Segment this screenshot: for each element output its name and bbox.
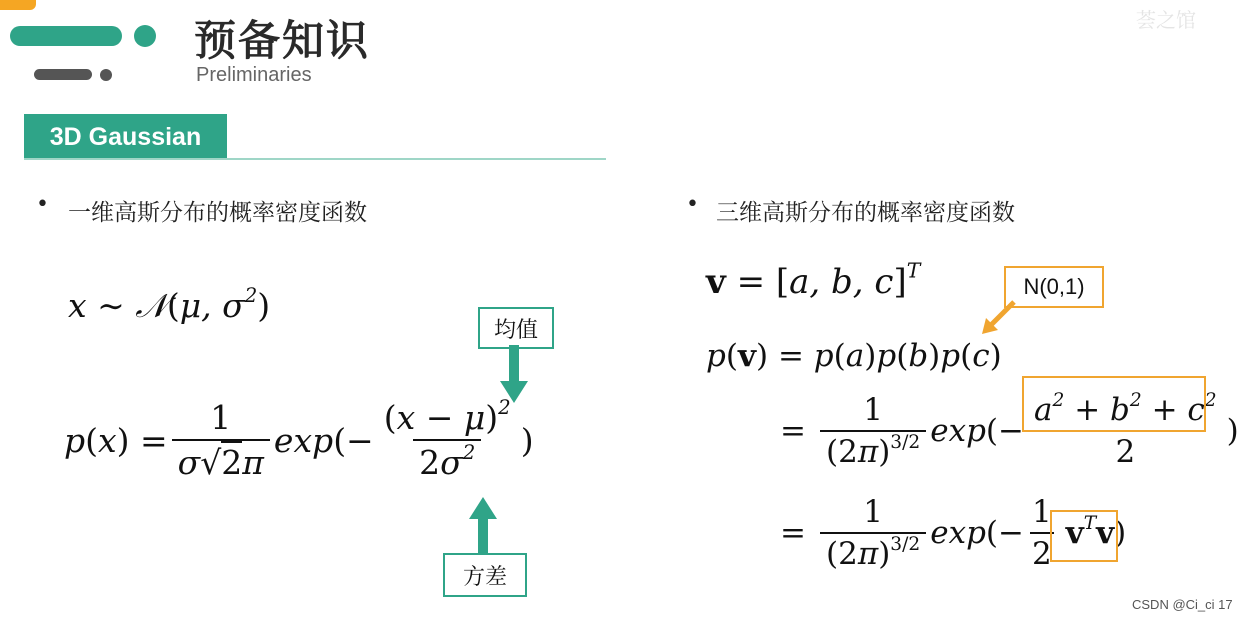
sum-squares-highlight — [1022, 376, 1206, 432]
mean-arrow-icon — [498, 345, 530, 405]
left-bullet-text: 一维高斯分布的概率密度函数 — [68, 200, 367, 226]
formula-1d-pdf: p(x) = $\frac{1}{\sigma√2\pi}$ exp(− $\frac{(x - \mu)^2}{2\sigma^2}$ ) — [64, 396, 534, 482]
page-title: 预备知识 — [194, 16, 371, 65]
page-subtitle: Preliminaries — [196, 64, 312, 86]
teal-dot-decoration — [134, 25, 156, 47]
variance-arrow-icon — [467, 497, 499, 555]
left-bullet-dot: • — [36, 192, 49, 217]
orange-corner-tab — [0, 0, 36, 10]
formula-3d-pdf-line1: p(v) = p(a)p(b)p(c) — [706, 338, 1002, 374]
footer-watermark: CSDN @Ci_ci 17 — [1132, 597, 1233, 612]
formula-3d-pdf-line3: = $\frac{1}{(2\pi)^{3/2}}$ exp(− $\frac{1}{2}$ $v^Tv$ ) — [780, 494, 1127, 572]
formula-normal-dist: x ∼ 𝒩(μ, $\sigma^2$) — [68, 284, 271, 325]
formula-3d-pdf-line2: = $\frac{1}{(2\pi)^{3/2}}$ exp(− $\frac{a^2 + b^2 + c^2}{2}$ ) — [780, 390, 1239, 470]
vtv-highlight — [1050, 510, 1118, 562]
n01-label: N(0,1) — [1023, 274, 1085, 299]
right-bullet-text: 三维高斯分布的概率密度函数 — [716, 200, 1015, 226]
section-label: 3D Gaussian — [24, 114, 227, 160]
formula-vector-def: v = [a, b, c]$^T$ — [706, 258, 921, 302]
n01-arrow-icon — [980, 300, 1020, 336]
right-bullet-dot: • — [686, 192, 699, 217]
gray-pill-decoration — [34, 69, 92, 80]
teal-pill-decoration — [10, 26, 122, 46]
variance-callout: 方差 — [443, 553, 527, 597]
top-right-watermark: 荟之馆 — [1136, 8, 1196, 32]
gray-dot-decoration — [100, 69, 112, 81]
mean-callout: 均值 — [478, 307, 554, 349]
section-underline — [24, 158, 606, 160]
